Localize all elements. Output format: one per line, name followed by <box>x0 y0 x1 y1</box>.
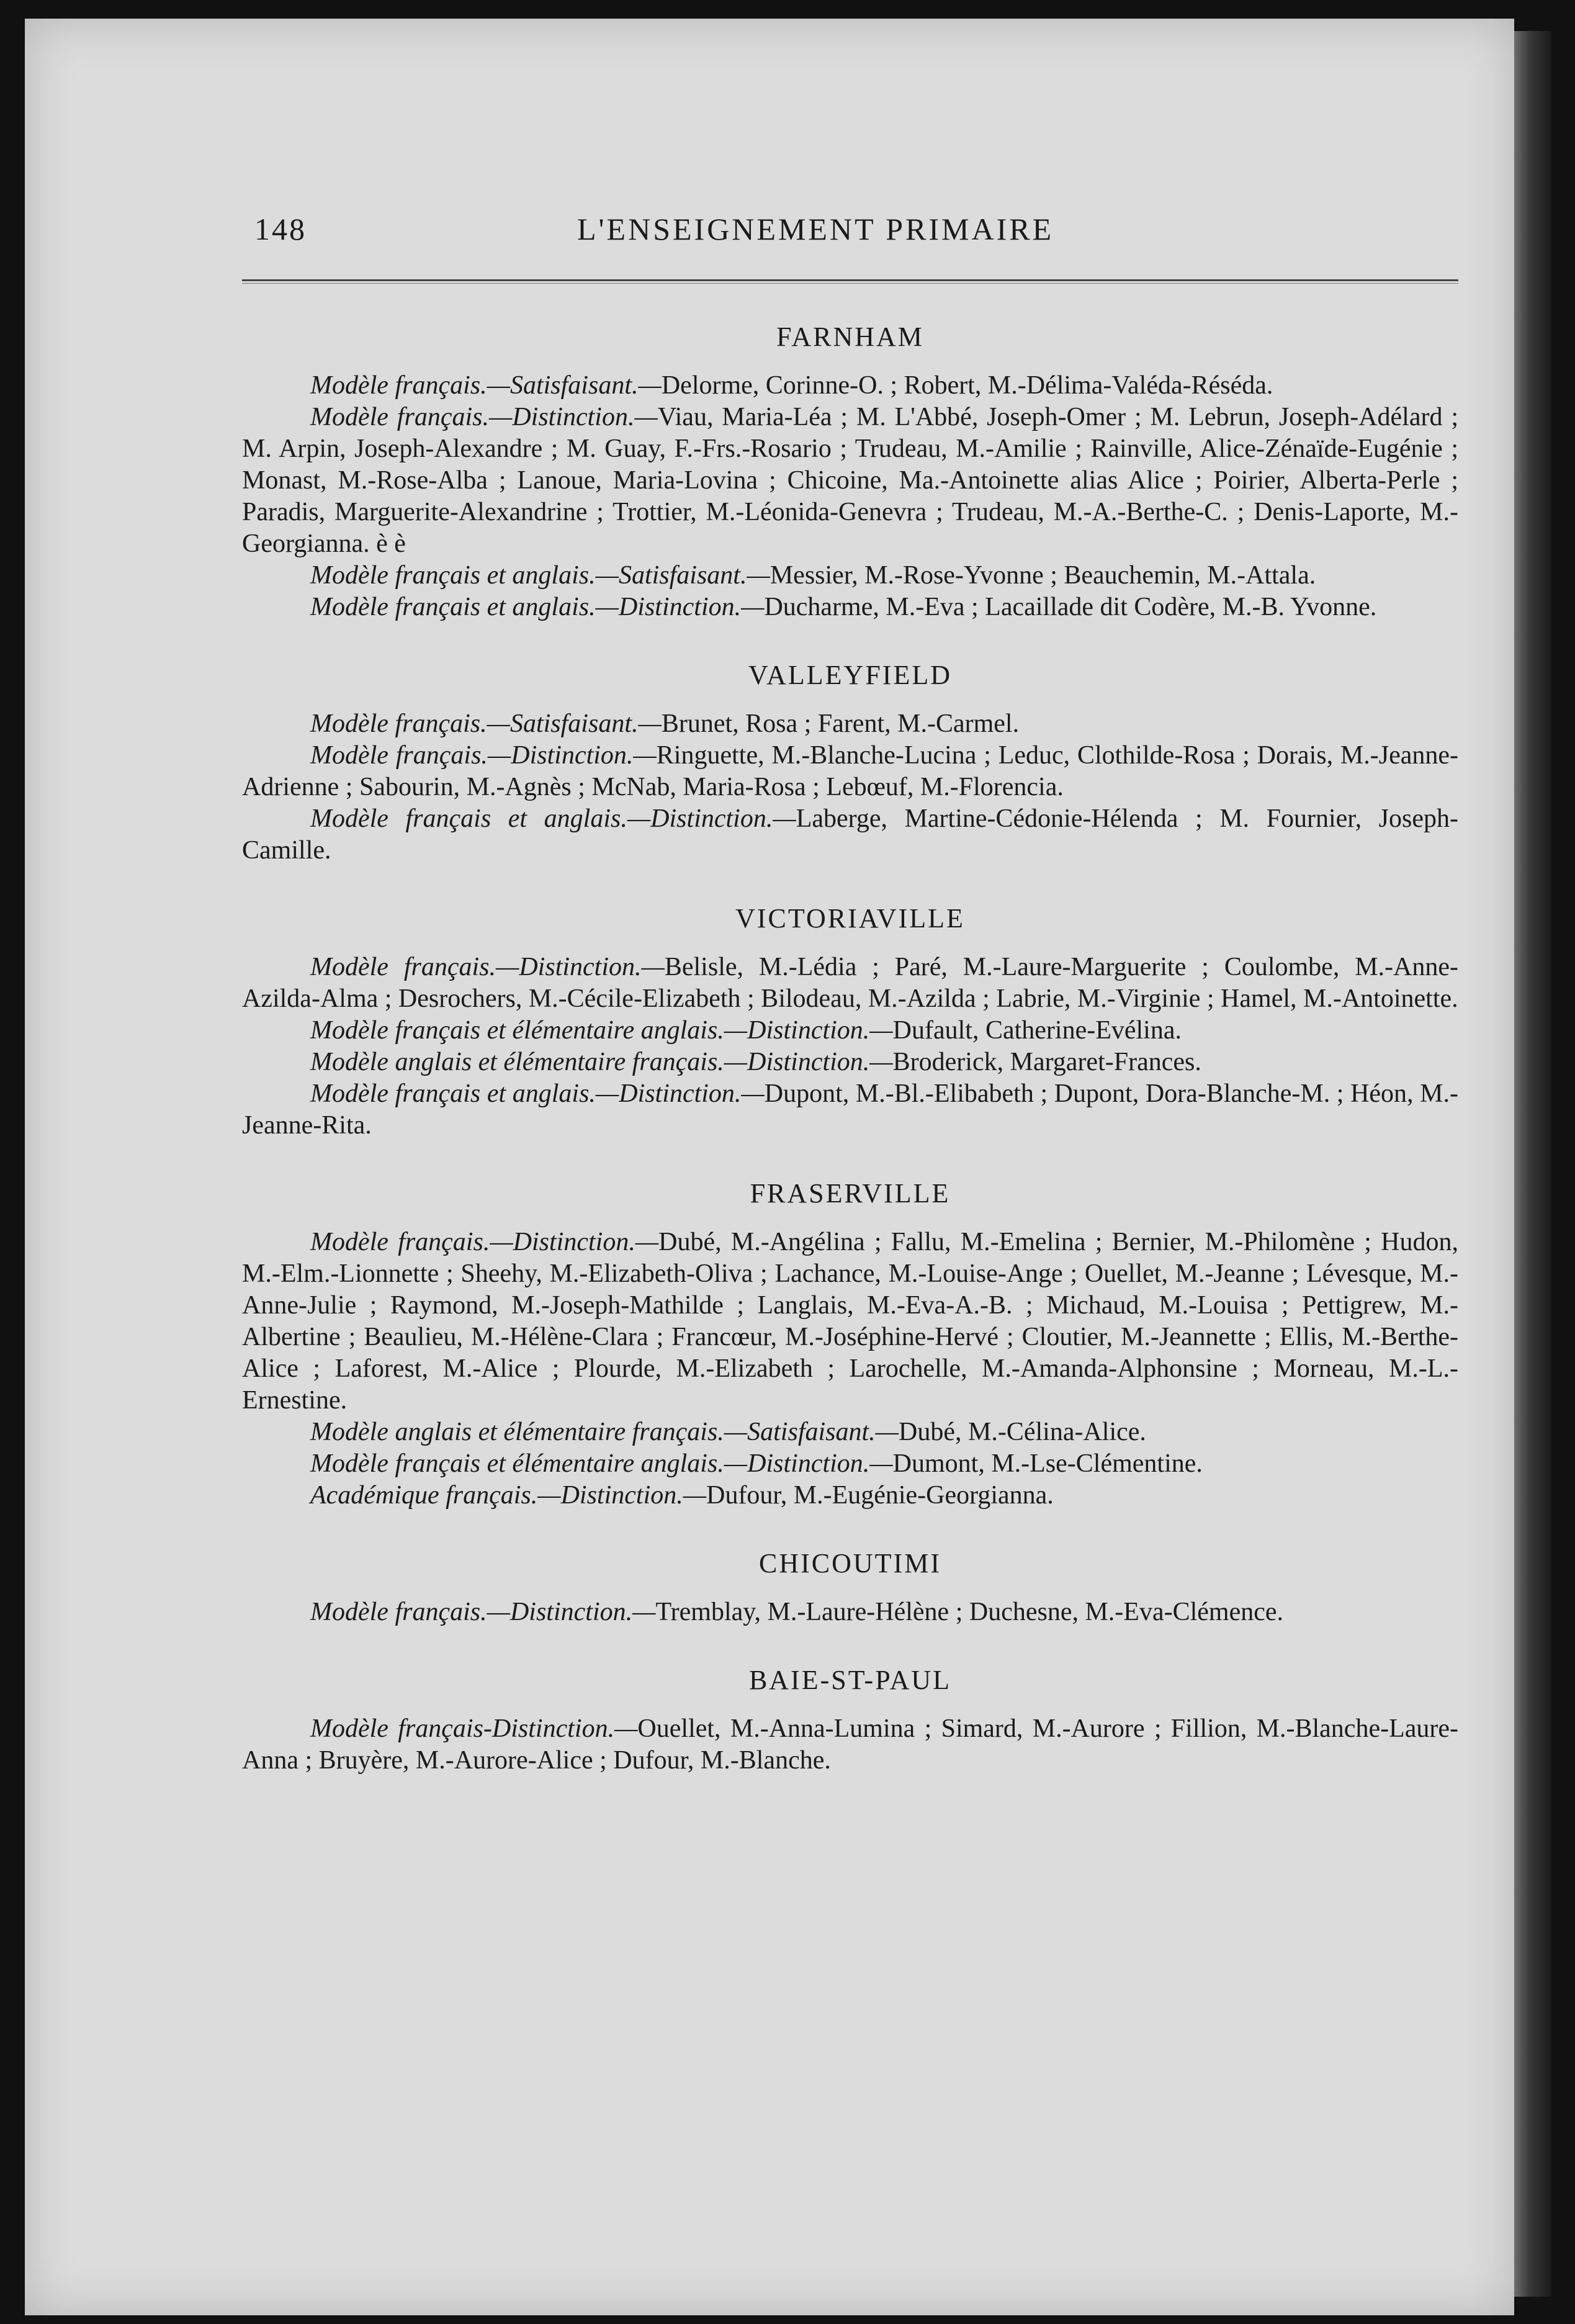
entry <box>242 560 1458 592</box>
entry-category: Modèle anglais et élémentaire français.—Satisfaisant.— <box>310 1418 899 1446</box>
entry-category: Modèle français et élémentaire anglais.—Distinction.— <box>310 1016 893 1045</box>
section-title: VICTORIAVILLE <box>735 903 965 934</box>
entry <box>242 1416 1458 1448</box>
entry-category: Modèle français.—Distinction.— <box>310 403 658 431</box>
entry-category: Modèle français.—Distinction.— <box>310 953 665 981</box>
section-chicoutimi <box>242 1547 1458 1628</box>
entry-category: Modèle français et anglais.—Satisfaisant.— <box>310 561 770 590</box>
entry-names: Ducharme, M.-Eva ; Lacaillade dit Codère, M.-B. Yvonne. <box>764 593 1377 621</box>
entry-category: Modèle français et anglais.—Distinction.— <box>310 1079 765 1108</box>
entry <box>242 402 1458 560</box>
section-title: CHICOUTIMI <box>759 1548 941 1579</box>
entry <box>242 1480 1458 1511</box>
entry-category: Modèle anglais et élémentaire français.—Distinction.— <box>310 1048 893 1076</box>
entry-names: Dubé, M.-Célina-Alice. <box>899 1418 1146 1446</box>
entry <box>242 708 1458 740</box>
entry-names: Delorme, Corinne-O. ; Robert, M.-Délima-Valéda-Réséda. <box>661 371 1273 400</box>
entry-names: Ouellet, M.-Anna-Lumina ; Simard, M.-Aurore ; Fillion, M.-Blanche-Laure-Anna ; Bruyère, M.-Aurore-Alice ; Dufour, M.-Blanche. <box>242 1714 1458 1775</box>
entry <box>242 1227 1458 1416</box>
entry <box>242 1015 1458 1047</box>
entry-category: Modèle français et anglais.—Distinction.— <box>310 804 796 833</box>
entry <box>242 952 1458 1015</box>
entry-names: Belisle, M.-Lédia ; Paré, M.-Laure-Marguerite ; Coulombe, M.-Anne-Azilda-Alma ; Desrochers, M.-Cécile-Elizabeth ; Bilodeau, M.-Azilda ; Labrie, M.-Virginie ; Hamel, M.-Antoinette. <box>242 953 1458 1013</box>
section-title: BAIE-ST-PAUL <box>748 1665 952 1695</box>
entry-category: Modèle français et anglais.—Distinction.— <box>310 593 765 621</box>
page-number: 148 <box>254 212 307 246</box>
running-head <box>242 199 1458 261</box>
entry-names: Broderick, Margaret-Frances. <box>892 1048 1201 1076</box>
entry-names: Ringuette, M.-Blanche-Lucina ; Leduc, Clothilde-Rosa ; Dorais, M.-Jeanne-Adrienne ; Sabourin, M.-Agnès ; McNab, Maria-Rosa ; Lebœuf, M.-Florencia. <box>242 741 1458 801</box>
header-rule <box>242 279 1458 284</box>
entry-names: Dupont, M.-Bl.-Elibabeth ; Dupont, Dora-Blanche-M. ; Héon, M.-Jeanne-Rita. <box>242 1079 1458 1140</box>
entry-names: Dumont, M.-Lse-Clémentine. <box>892 1449 1203 1478</box>
entry <box>242 592 1458 623</box>
entry <box>242 803 1458 867</box>
entry-category: Modèle français.—Satisfaisant.— <box>310 371 662 400</box>
entry-category: Modèle français-Distinction.— <box>310 1714 638 1743</box>
section-farnham <box>242 321 1458 623</box>
entry-names: Dufault, Catherine-Evélina. <box>892 1016 1182 1045</box>
entry <box>242 1713 1458 1777</box>
text-block <box>242 199 1458 1777</box>
page <box>25 19 1514 2315</box>
entry-category: Modèle français.—Distinction.— <box>310 1598 656 1626</box>
entry-names: Laberge, Martine-Cédonie-Hélenda ; M. Fournier, Joseph-Camille. <box>242 804 1458 865</box>
entry <box>242 740 1458 803</box>
entry-category: Modèle français.—Distinction.— <box>310 1228 659 1256</box>
entry-names: Brunet, Rosa ; Farent, M.-Carmel. <box>661 709 1020 738</box>
entry <box>242 1597 1458 1628</box>
entry <box>242 1078 1458 1142</box>
entry <box>242 1047 1458 1078</box>
entry-names: Dubé, M.-Angélina ; Fallu, M.-Emelina ; Bernier, M.-Philomène ; Hudon, M.-Elm.-Lionnette ; Sheehy, M.-Elizabeth-Oliva ; Lachance, M.-Louise-Ange ; Ouellet, M.-Jeanne ; Lévesque, M.-Anne-Julie ; Raymond, M.-Joseph-Mathilde ; Langlais, M.-Eva-A.-B. ; Michaud, M.-Louisa ; Pettigrew, M.-Albertine ; Beaulieu, M.-Hélène-Clara ; Francœur, M.-Joséphine-Hervé ; Cloutier, M.-Jeannette ; Ellis, M.-Berthe-Alice ; Laforest, M.-Alice ; Plourde, M.-Elizabeth ; Larochelle, M.-Amanda-Alphonsine ; Morneau, M.-L.-Ernestine. <box>242 1228 1458 1415</box>
running-title: L'ENSEIGNEMENT PRIMAIRE <box>577 212 1054 246</box>
entry-names: Dufour, M.-Eugénie-Georgianna. <box>706 1481 1054 1510</box>
section-title: VALLEYFIELD <box>748 660 952 690</box>
entry-names: Viau, Maria-Léa ; M. L'Abbé, Joseph-Omer ; M. Lebrun, Joseph-Adélard ; M. Arpin, Joseph-Alexandre ; M. Guay, F.-Frs.-Rosario ; Trudeau, M.-Amilie ; Rainville, Alice-Zénaïde-Eugénie ; Monast, M.-Rose-Alba ; Lanoue, Maria-Lovina ; Chicoine, Ma.-Antoinette alias Alice ; Poirier, Alberta-Perle ; Paradis, Marguerite-Alexandrine ; Trottier, M.-Léonida-Genevra ; Trudeau, M.-A.-Berthe-C. ; Denis-Laporte, M.-Georgianna. è è <box>242 403 1458 558</box>
entry <box>242 1448 1458 1480</box>
entry-category: Académique français.—Distinction.— <box>310 1481 707 1510</box>
section-title: FARNHAM <box>776 322 924 352</box>
entry-category: Modèle français et élémentaire anglais.—Distinction.— <box>310 1449 893 1478</box>
section-valleyfield <box>242 659 1458 867</box>
section-fraserville <box>242 1178 1458 1511</box>
entry-category: Modèle français.—Satisfaisant.— <box>310 709 662 738</box>
entry-category: Modèle français.—Distinction.— <box>310 741 657 770</box>
facing-page-edge <box>1514 31 1551 2297</box>
section-baie-st-paul <box>242 1664 1458 1777</box>
entry-names: Messier, M.-Rose-Yvonne ; Beauchemin, M.-Attala. <box>770 561 1316 590</box>
entry-names: Tremblay, M.-Laure-Hélène ; Duchesne, M.-Eva-Clémence. <box>655 1598 1283 1626</box>
section-title: FRASERVILLE <box>750 1178 951 1209</box>
section-victoriaville <box>242 903 1458 1142</box>
entry <box>242 370 1458 402</box>
